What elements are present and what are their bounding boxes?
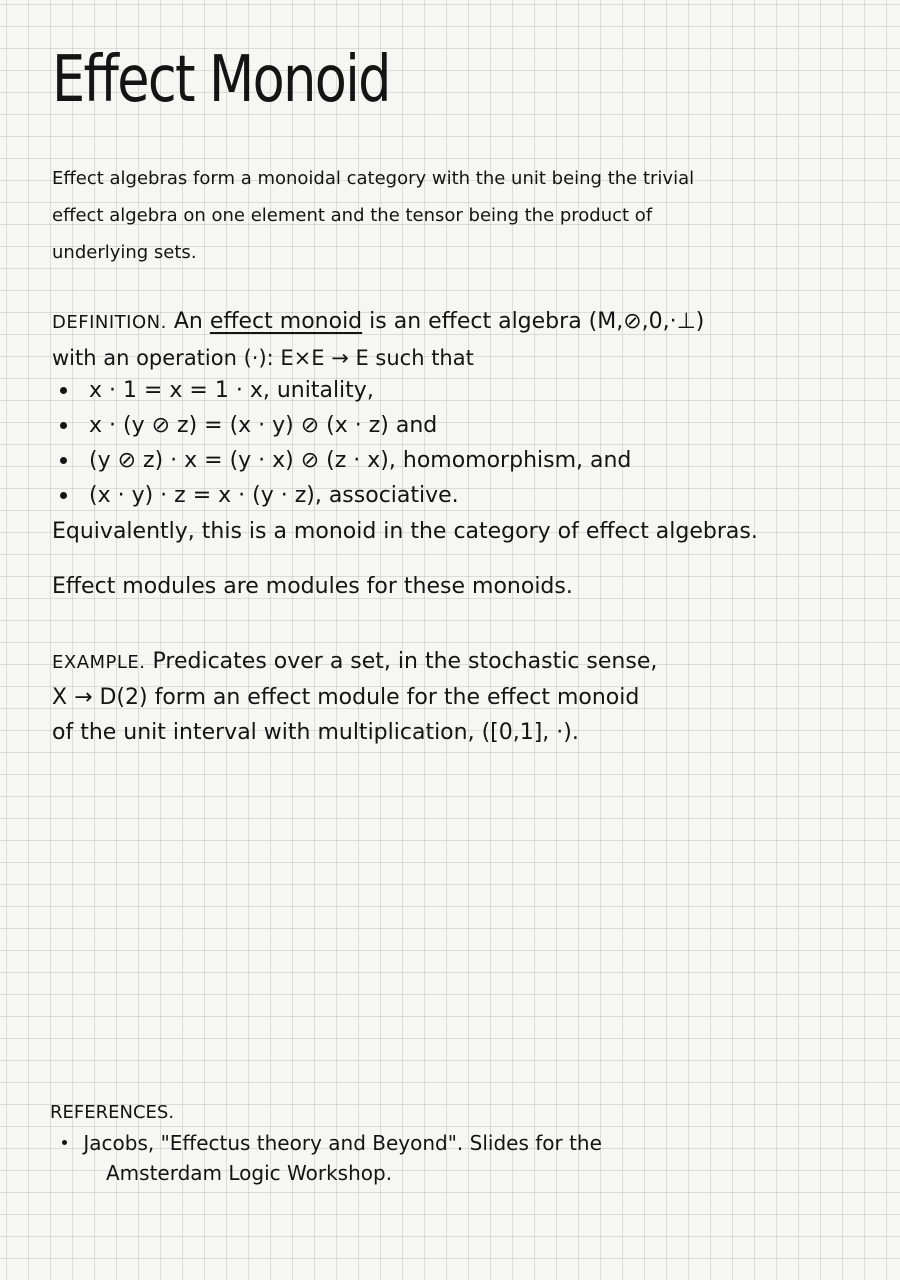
example-block <box>52 644 872 750</box>
bullet-icon <box>62 1140 67 1145</box>
example-line-2: X → D(2) form an effect module for the effect monoid <box>52 685 640 710</box>
definition-block <box>52 302 872 551</box>
modules-sentence: Effect modules are modules for these monoids. <box>52 574 573 599</box>
definition-text-after: is an effect algebra (M,⊘,0,·⊥) <box>369 309 705 334</box>
example-line-1 <box>52 644 872 680</box>
bullet-text-associative: (x · y) · z = x · (y · z), associative. <box>89 483 459 508</box>
bullet-text-homomorphism: (y ⊘ z) · x = (y · x) ⊘ (z · x), homomorphism, and <box>89 448 632 473</box>
references-heading: REFERENCES. <box>50 1102 175 1123</box>
definition-label: DEFINITION. <box>52 312 167 333</box>
bullet-icon <box>60 457 67 464</box>
references-block <box>50 1098 850 1188</box>
bullet-text-unitality: x · 1 = x = 1 · x, unitality, <box>89 378 374 403</box>
list-item <box>60 408 872 443</box>
reference-text-line-2: Amsterdam Logic Workshop. <box>106 1161 393 1185</box>
page-title: Effect Monoid <box>52 43 390 117</box>
example-label: EXAMPLE. <box>52 652 146 673</box>
reference-item <box>50 1128 850 1158</box>
intro-line-3: underlying sets. <box>52 242 197 263</box>
intro-paragraph <box>52 160 852 271</box>
equivalently-sentence: Equivalently, this is a monoid in the category of effect algebras. <box>52 519 758 544</box>
definition-line-2: with an operation (·): E×E → E such that <box>52 346 474 370</box>
bullet-icon <box>60 387 67 394</box>
list-item <box>60 478 872 513</box>
definition-bullet-list <box>52 373 872 513</box>
definition-term: effect monoid <box>209 309 363 334</box>
bullet-icon <box>60 492 67 499</box>
intro-line-2: effect algebra on one element and the tensor being the product of <box>52 205 653 226</box>
intro-line-1: Effect algebras form a monoidal category with the unit being the trivial <box>52 168 695 189</box>
definition-line-1 <box>52 302 872 343</box>
list-item <box>60 443 872 478</box>
list-item <box>60 373 872 408</box>
example-line-3: of the unit interval with multiplication, ([0,1], ·). <box>52 720 579 745</box>
example-line-1-text: Predicates over a set, in the stochastic sense, <box>152 649 658 674</box>
reference-text-line-1: Jacobs, "Effectus theory and Beyond". Slides for the <box>83 1131 602 1155</box>
definition-text-before: An <box>173 309 203 334</box>
bullet-icon <box>60 422 67 429</box>
bullet-text-left-distributivity: x · (y ⊘ z) = (x · y) ⊘ (x · z) and <box>89 413 438 438</box>
